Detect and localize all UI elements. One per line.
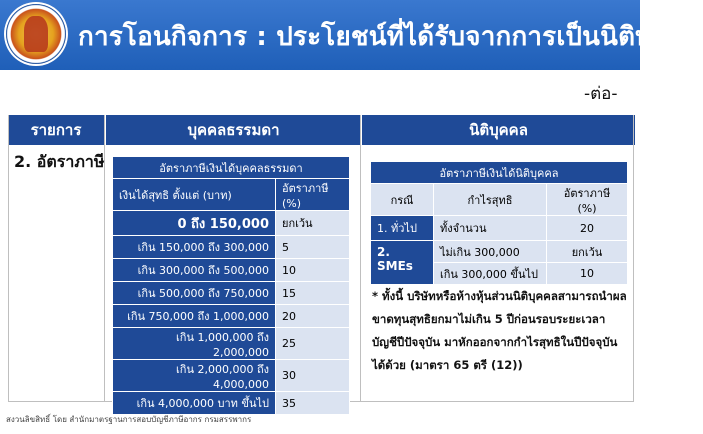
- income-cell: เกิน 300,000 ถึง 500,000: [113, 259, 276, 282]
- income-cell: 0 ถึง 150,000: [113, 211, 276, 236]
- title-bar: [0, 0, 703, 70]
- table-row: [113, 211, 350, 236]
- table-row: [371, 241, 628, 263]
- income-cell: เกิน 500,000 ถึง 750,000: [113, 282, 276, 305]
- table-row: [113, 392, 350, 415]
- table-row: [113, 328, 350, 360]
- rate-cell: ยกเว้น: [276, 211, 350, 236]
- income-cell: เกิน 1,000,000 ถึง 2,000,000: [113, 328, 276, 360]
- table-row: [113, 259, 350, 282]
- case-cell: 2. SMEs: [371, 241, 434, 285]
- continued-label: -ต่อ-: [584, 84, 618, 104]
- juristic-tax-table: [370, 161, 628, 285]
- copyright-footer: สงวนลิขสิทธิ์ โดย สำนักมาตรฐานการสอบบัญชีภาษีอากร กรมสรรพากร: [6, 415, 252, 424]
- rate-cell: ยกเว้น: [547, 241, 628, 263]
- individual-table-title: อัตราภาษีเงินได้บุคคลธรรมดา: [113, 157, 350, 179]
- page-title: การโอนกิจการ : ประโยชน์ที่ได้รับจากการเป็นนิติบุคคล: [78, 22, 703, 52]
- rate-cell: 20: [276, 305, 350, 328]
- divider: [633, 115, 634, 401]
- individual-tax-table: [112, 156, 350, 415]
- rate-column-header: อัตราภาษี (%): [276, 179, 350, 211]
- rate-cell: 10: [547, 263, 628, 285]
- header-individual: บุคคลธรรมดา: [105, 115, 361, 145]
- revenue-department-logo: [4, 2, 68, 66]
- income-cell: เกิน 150,000 ถึง 300,000: [113, 236, 276, 259]
- case-column-header: กรณี: [371, 184, 434, 216]
- income-cell: เกิน 2,000,000 ถึง 4,000,000: [113, 360, 276, 392]
- rate-column-header: อัตราภาษี (%): [547, 184, 628, 216]
- profit-cell: เกิน 300,000 ขึ้นไป: [434, 263, 547, 285]
- divider: [360, 115, 361, 401]
- logo-emblem-figure: [24, 16, 48, 52]
- row-label-tax-rate: 2. อัตราภาษี: [14, 152, 105, 171]
- income-cell: เกิน 750,000 ถึง 1,000,000: [113, 305, 276, 328]
- divider: [8, 115, 9, 401]
- rate-cell: 5: [276, 236, 350, 259]
- juristic-table-title: อัตราภาษีเงินได้นิติบุคคล: [371, 162, 628, 184]
- income-column-header: เงินได้สุทธิ ตั้งแต่ (บาท): [113, 179, 276, 211]
- table-row: [113, 305, 350, 328]
- table-row: [113, 236, 350, 259]
- header-juristic: นิติบุคคล: [361, 115, 635, 145]
- rate-cell: 15: [276, 282, 350, 305]
- rate-cell: 10: [276, 259, 350, 282]
- rate-cell: 30: [276, 360, 350, 392]
- case-cell: 1. ทั่วไป: [371, 216, 434, 241]
- table-row: [113, 360, 350, 392]
- profit-cell: ไม่เกิน 300,000: [434, 241, 547, 263]
- profit-cell: ทั้งจำนวน: [434, 216, 547, 241]
- rate-cell: 20: [547, 216, 628, 241]
- table-row: [371, 216, 628, 241]
- loss-carryforward-note: * ทั้งนี้ บริษัทหรือห้างหุ้นส่วนนิติบุคคลสามารถนำผลขาดทุนสุทธิยกมาไม่เกิน 5 ปีก่อนรอบระยะเวลาบัญชีปีปัจจุบัน มาหักออกจากกำไรสุทธิในปีปัจจุบันได้ด้วย (มาตรา 65 ตรี (12)): [372, 289, 627, 372]
- table-row: [113, 282, 350, 305]
- rate-cell: 25: [276, 328, 350, 360]
- rate-cell: 35: [276, 392, 350, 415]
- profit-column-header: กำไรสุทธิ: [434, 184, 547, 216]
- income-cell: เกิน 4,000,000 บาท ขึ้นไป: [113, 392, 276, 415]
- header-item: รายการ: [8, 115, 104, 145]
